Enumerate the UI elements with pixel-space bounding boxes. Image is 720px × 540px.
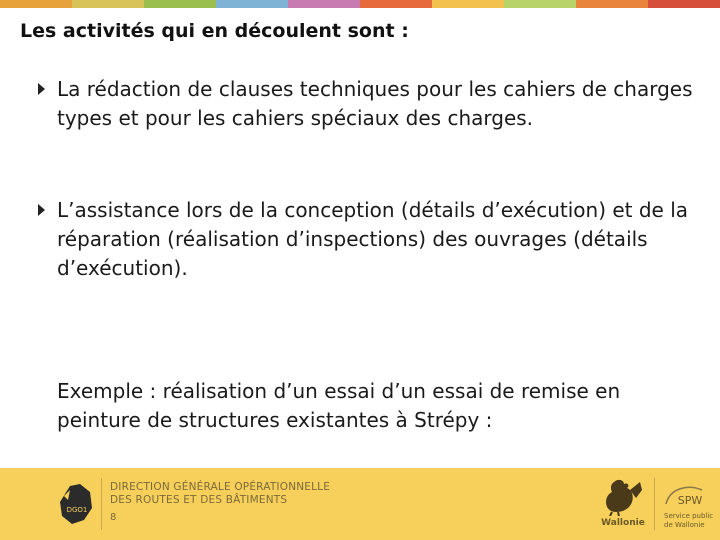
bullet-arrow-icon bbox=[38, 204, 45, 216]
strip-segment bbox=[576, 0, 648, 8]
footer-divider bbox=[654, 478, 655, 530]
slide-title: Les activités qui en découlent sont : bbox=[20, 20, 409, 42]
dgo-logo-text: DGO1 bbox=[66, 506, 88, 514]
strip-segment bbox=[288, 0, 360, 8]
example-text: Exemple : réalisation d’un essai d’un essai de remise en peinture de structures existantes à Strépy : bbox=[57, 379, 621, 432]
spw-logo-text: SPW bbox=[677, 494, 703, 507]
org-line: DIRECTION GÉNÉRALE OPÉRATIONNELLE bbox=[110, 481, 331, 493]
spw-subtitle bbox=[664, 512, 714, 530]
strip-segment bbox=[216, 0, 288, 8]
strip-segment bbox=[504, 0, 576, 8]
wallonie-label: Wallonie bbox=[601, 518, 645, 528]
strip-segment bbox=[72, 0, 144, 8]
strip-segment bbox=[432, 0, 504, 8]
strip-segment bbox=[360, 0, 432, 8]
spw-logo-icon bbox=[662, 482, 712, 508]
bullet-item bbox=[38, 75, 710, 133]
dgo-logo-icon bbox=[56, 482, 96, 526]
bullet-text: La rédaction de clauses techniques pour les cahiers de charges types et pour les cahiers spéciaux des charges. bbox=[57, 77, 693, 130]
bullet-arrow-icon bbox=[38, 83, 45, 95]
spw-sub-line: de Wallonie bbox=[664, 521, 705, 529]
bullet-text: L’assistance lors de la conception (détails d’exécution) et de la réparation (réalisation d’inspections) des ouvrages (détails d’exécution). bbox=[57, 198, 689, 280]
bullet-item bbox=[38, 196, 710, 283]
strip-segment bbox=[0, 0, 72, 8]
footer-banner bbox=[0, 468, 720, 540]
strip-segment bbox=[648, 0, 720, 8]
rooster-icon bbox=[596, 476, 646, 516]
page-number: 8 bbox=[110, 512, 117, 523]
top-color-strip bbox=[0, 0, 720, 8]
footer-divider bbox=[101, 478, 102, 530]
strip-segment bbox=[144, 0, 216, 8]
org-name bbox=[110, 481, 330, 507]
spw-sub-line: Service public bbox=[664, 512, 714, 520]
org-line: DES ROUTES ET DES BÂTIMENTS bbox=[110, 494, 288, 506]
